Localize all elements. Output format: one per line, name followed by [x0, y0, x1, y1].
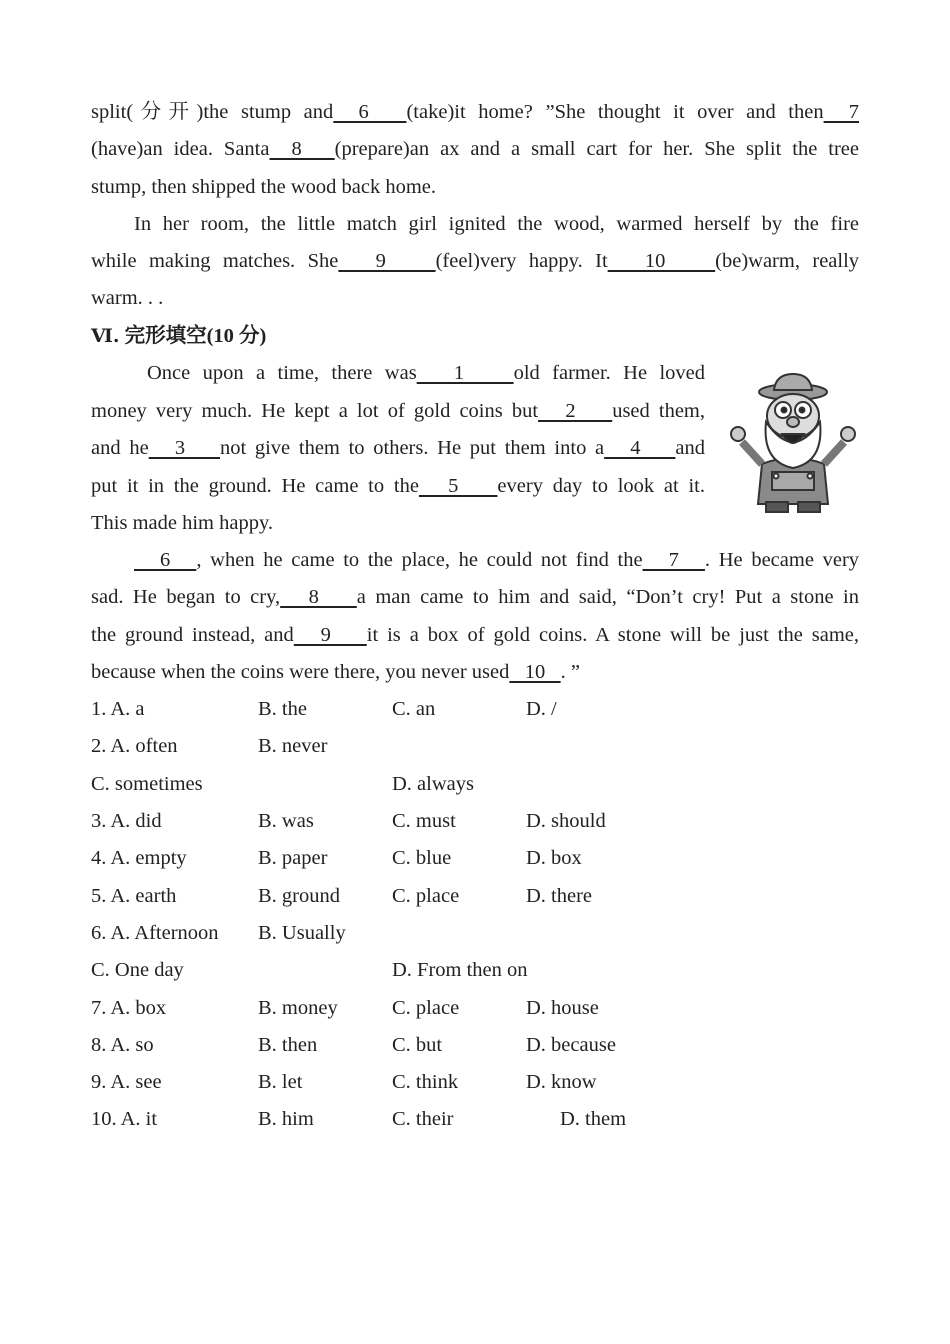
old-farmer-cartoon-icon [726, 372, 860, 514]
option-d: D. box [526, 847, 582, 869]
option-num: 8. A. so [91, 1034, 154, 1056]
answer-blank: 8 [280, 586, 357, 608]
option-d: D. should [526, 810, 606, 832]
option-num: 9. A. see [91, 1071, 162, 1093]
text-line: money very much. He kept a lot of gold coins but 2 used them, [91, 400, 706, 422]
option-b: B. money [258, 997, 338, 1019]
text-line: warm. . . [91, 287, 164, 309]
answer-blank: 3 [148, 437, 220, 459]
answer-blank: 6 [333, 101, 407, 123]
answer-blank: 10 [607, 250, 716, 272]
text-line: This made him happy. [91, 512, 273, 534]
option-c: C. must [392, 810, 456, 832]
option-b: B. him [258, 1108, 314, 1130]
option-d: D. house [526, 997, 599, 1019]
option-d: D. always [392, 773, 474, 795]
option-c: C. think [392, 1071, 459, 1093]
option-d: D. / [526, 698, 557, 720]
option-b: B. then [258, 1034, 318, 1056]
answer-blank: 9 [338, 250, 436, 272]
option-c: C. their [392, 1108, 454, 1130]
option-b: B. paper [258, 847, 328, 869]
answer-blank: 7 [642, 549, 705, 571]
option-num: 6. A. Afternoon [91, 922, 219, 944]
text-line: Once upon a time, there was 1 old farmer. He loved [147, 362, 705, 384]
answer-blank: 1 [416, 362, 514, 384]
option-b: B. ground [258, 885, 340, 907]
text-line: and he 3 not give them to others. He put them into a 4 and [91, 437, 706, 459]
option-num: 2. A. often [91, 735, 178, 757]
option-b: B. let [258, 1071, 303, 1093]
option-num: 4. A. empty [91, 847, 187, 869]
option-b: B. Usually [258, 922, 346, 944]
option-c: C. blue [392, 847, 452, 869]
option-c: C. place [392, 885, 460, 907]
text-line: because when the coins were there, you never used 10 . ” [91, 661, 580, 683]
answer-blank: 6 [134, 549, 197, 571]
option-b: B. the [258, 698, 307, 720]
option-d: D. them [560, 1108, 627, 1130]
answer-blank: 7 [823, 101, 860, 123]
option-num: 5. A. earth [91, 885, 177, 907]
text-line: sad. He began to cry, 8 a man came to him and said, “Don’t cry! Put a stone in [91, 586, 860, 608]
option-d: D. because [526, 1034, 616, 1056]
text-line: the ground instead, and 9 it is a box of gold coins. A stone will be just the same, [91, 624, 860, 646]
option-d: D. there [526, 885, 593, 907]
answer-blank: 4 [604, 437, 676, 459]
text-line: (have)an idea. Santa 8 (prepare)an ax and a small cart for her. She split the tree [91, 138, 859, 160]
answer-blank: 9 [293, 624, 367, 646]
option-b: B. never [258, 735, 328, 757]
answer-blank: 8 [269, 138, 335, 160]
option-num: 10. A. it [91, 1108, 158, 1130]
text-line: split(分开)the stump and 6 (take)it home? ”She thought it over and then 7 [91, 101, 860, 123]
option-c: C. place [392, 997, 460, 1019]
text-line: while making matches. She 9 (feel)very happy. It 10 (be)warm, really [91, 250, 860, 272]
section-heading: Ⅵ. 完形填空(10 分) [91, 325, 267, 347]
answer-blank: 10 [509, 661, 561, 683]
option-b: B. was [258, 810, 314, 832]
answer-blank: 2 [538, 400, 613, 422]
option-num: 1. A. a [91, 698, 145, 720]
option-c: C. One day [91, 959, 184, 981]
option-num: 3. A. did [91, 810, 162, 832]
option-c: C. an [392, 698, 436, 720]
option-d: D. From then on [392, 959, 528, 981]
text-line: put it in the ground. He came to the 5 every day to look at it. [91, 475, 705, 497]
option-d: D. know [526, 1071, 597, 1093]
text-line: In her room, the little match girl ignited the wood, warmed herself by the fire [134, 213, 859, 235]
text-line: 6 , when he came to the place, he could not find the 7 . He became very [134, 549, 860, 571]
answer-blank: 5 [418, 475, 498, 497]
option-c: C. but [392, 1034, 443, 1056]
text-line: stump, then shipped the wood back home. [91, 176, 437, 198]
option-c: C. sometimes [91, 773, 203, 795]
option-num: 7. A. box [91, 997, 167, 1019]
